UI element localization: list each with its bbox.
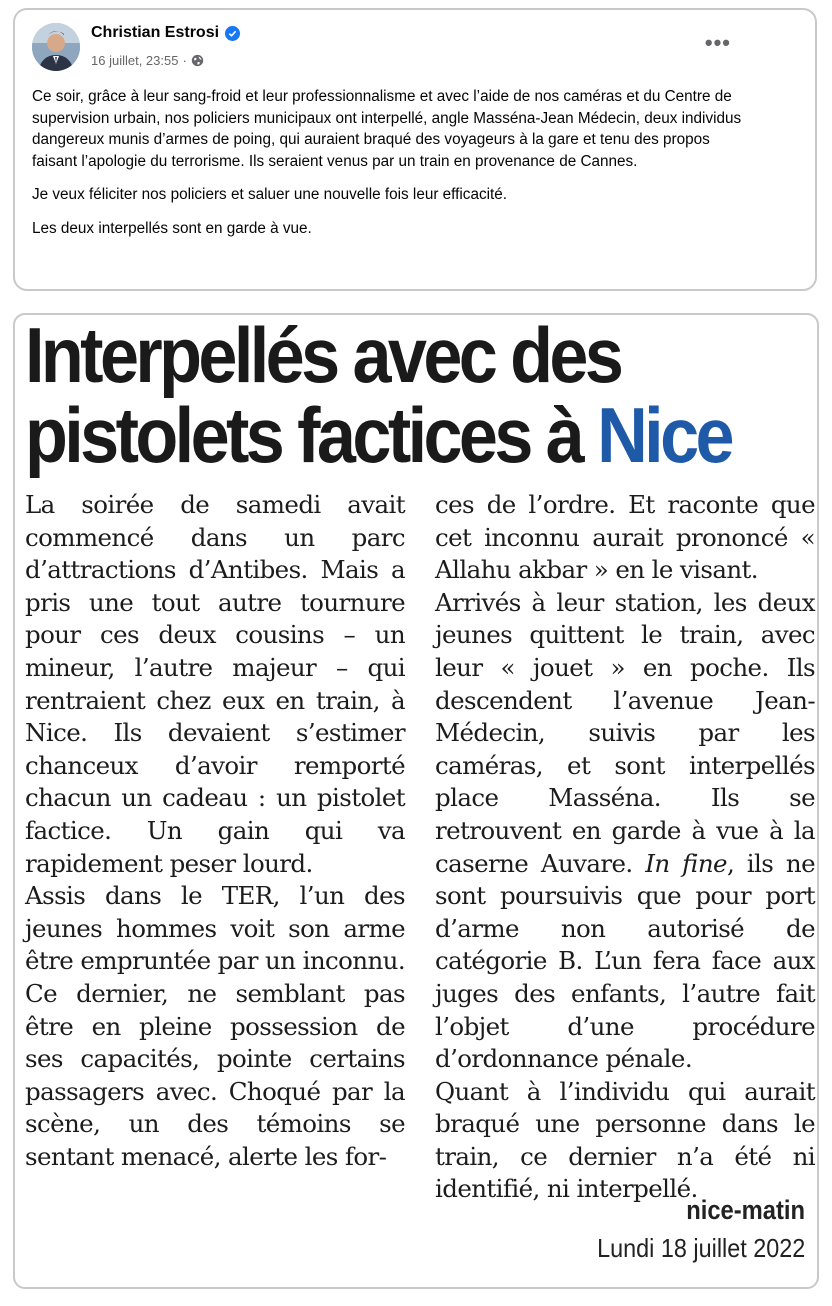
post-paragraph: Ce soir, grâce à leur sang-froid et leur professionnalisme et avec l’aide de nos caméras et du Centre de supervision urbain, nos policiers municipaux ont interpellé, angle Masséna-Jean Médecin, deux individus dangereux munis d’armes de poing, qui auraient braqué des voyageurs à la gare et tenu des propos faisant l’apologie du terrorisme. Ils seraient venus par un train en provenance de Cannes.	[32, 88, 742, 170]
newspaper-source: nice-matin	[686, 1195, 805, 1225]
paragraph-text: Arrivés à leur station, les deux jeunes quittent le train, avec leur « jouet » en poche. Ils descendent l’avenue Jean-Médecin, suivis par les caméras, et sont interpellés place Masséna. Ils se retrouvent en garde à vue à la caserne Auvare.	[435, 587, 815, 878]
paragraph-text: , ils ne sont poursuivis que pour port d’arme non autorisé de catégorie B. L’un fera face aux juges des enfants, l’autre fait l’objet d’une procédure d’ordonnance pénale.	[435, 848, 815, 1074]
article-column-left	[25, 489, 405, 1173]
author-avatar[interactable]	[32, 23, 80, 71]
post-meta	[91, 53, 204, 68]
article-paragraph: Assis dans le TER, l’un des jeunes hommes voit son arme être empruntée par un inconnu. Ce dernier, ne semblant pas être en pleine possession de ses capacités, pointe certains passagers avec. Choqué par la scène, un des témoins se sentant menacé, alerte les for-	[25, 881, 406, 1171]
article-paragraph: Quant à l’individu qui aurait braqué une personne dans le train, ce dernier n’a été ni identifié, ni interpellé.	[435, 1076, 815, 1204]
article-paragraph: ces de l’ordre. Et raconte que cet inconnu aurait prononcé « Allahu akbar » en le visant.	[435, 490, 815, 585]
post-paragraph: Les deux interpellés sont en garde à vue.	[32, 219, 312, 237]
headline-city: Nice	[597, 391, 731, 479]
facebook-post	[13, 8, 817, 291]
article-paragraph: La soirée de samedi avait commencé dans un parc d’attractions d’Antibes. Mais a pris une tout autre tournure pour ces deux cousins – un mineur, l’autre majeur – qui rentraient chez eux en train, à Nice. Ils devaient s’estimer chanceux d’avoir remporté chacun un cadeau : un pistolet factice. Un gain qui va rapidement peser lourd.	[25, 490, 405, 878]
post-paragraph: Je veux féliciter nos policiers et saluer une nouvelle fois leur efficacité.	[32, 186, 508, 203]
article-column-right	[435, 489, 815, 1206]
post-body	[32, 86, 752, 251]
newspaper-clipping	[13, 313, 819, 1289]
headline-main: Interpellés avec des pistolets factices à	[25, 313, 621, 479]
globe-icon[interactable]	[191, 54, 204, 67]
post-author[interactable]	[91, 24, 240, 42]
author-name[interactable]: Christian Estrosi	[91, 24, 220, 41]
more-options-icon[interactable]: •••	[704, 30, 731, 55]
italic-phrase: In fine	[645, 848, 727, 878]
verified-badge-icon	[225, 26, 240, 41]
avatar-photo-icon	[32, 23, 80, 71]
article-headline	[25, 313, 736, 479]
article-paragraph	[435, 587, 815, 1076]
post-date[interactable]: 16 juillet, 23:55	[91, 53, 179, 68]
meta-separator: ·	[182, 53, 187, 68]
publication-date: Lundi 18 juillet 2022	[596, 1233, 805, 1263]
